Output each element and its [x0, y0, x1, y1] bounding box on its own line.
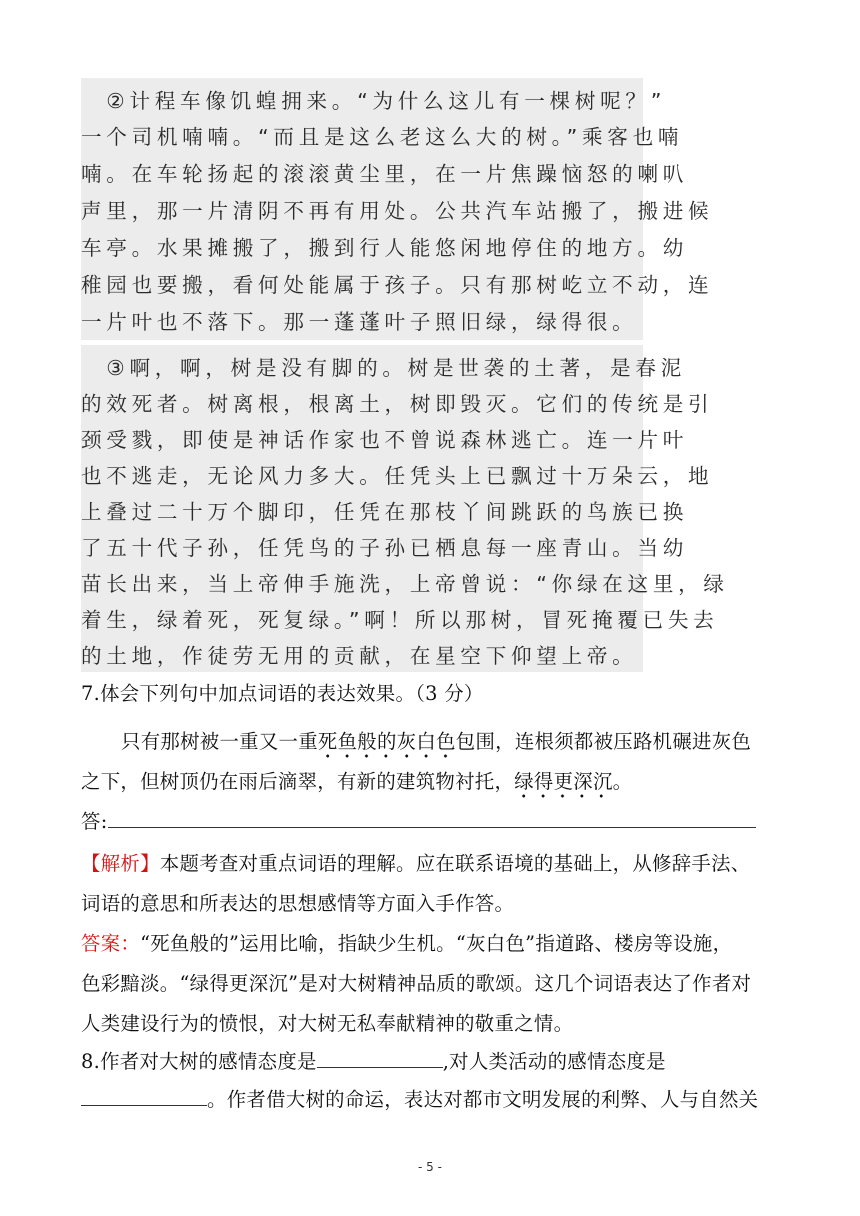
answer-tag: 答案： — [81, 932, 141, 955]
answer-blank[interactable] — [108, 809, 756, 828]
answer-line-1 — [81, 928, 732, 956]
passage-line: 车亭。水果摊搬了，搬到行人能悠闲地停住的地方。幼 — [81, 236, 689, 260]
question-8-line-2 — [81, 1084, 758, 1112]
emphasized-word-dead-fish: 死鱼般的 — [318, 730, 397, 759]
passage-line: 也不逃走，无论风力多大。任凭头上已飘过十万朵云，地 — [81, 464, 714, 488]
answer-line-3: 人类建设行为的愤恨，对大树无私奉献精神的敬重之情。 — [81, 1012, 574, 1035]
question-7-title: 7.体会下列句中加点词语的表达效果。（3 分） — [81, 682, 484, 705]
page-number: - 5 - — [418, 1160, 442, 1174]
sentence-text: 只有那树被一重又一重 — [121, 730, 318, 753]
question-text: 8.作者对大树的感情态度是 — [81, 1050, 317, 1073]
answer-line — [81, 806, 756, 834]
passage-line: 喃。在车轮扬起的滚滚黄尘里，在一片焦躁恼怒的喇叭 — [81, 162, 689, 186]
analysis-text: 本题考查对重点词语的理解。应在联系语境的基础上，从修辞手法、 — [159, 852, 751, 875]
answer-blank[interactable] — [317, 1049, 443, 1068]
passage-line: 稚园也要搬，看何处能属于孩子。只有那树屹立不动，连 — [81, 273, 714, 297]
sentence-text: 之下，但树顶仍在雨后滴翠，有新的建筑物衬托， — [81, 770, 515, 793]
passage-line: ③啊，啊，树是没有脚的。树是世袭的土著，是春泥 — [81, 356, 686, 380]
passage-line: 一片叶也不落下。那一蓬蓬叶子照旧绿，绿得很。 — [81, 310, 638, 334]
question-7-sentence — [121, 726, 751, 754]
passage-line: 苗长出来，当上帝伸手施洗，上帝曾说：“你绿在这里，绿 — [81, 572, 729, 596]
question-text: ,对人类活动的感情态度是 — [442, 1050, 666, 1073]
question-8-line-1 — [81, 1046, 666, 1074]
passage-line: 上叠过二十万个脚印，任凭在那枝丫间跳跃的鸟族已换 — [81, 500, 689, 524]
passage-paragraph-3 — [81, 345, 729, 672]
sentence-text: 包围，连根须都被压路机碾进灰色 — [455, 730, 752, 753]
answer-line-2: 色彩黯淡。“绿得更深沉”是对大树精神品质的歌颂。这几个词语表达了作者对 — [81, 972, 752, 995]
emphasized-word-deeper-green: 绿得更深沉 — [514, 770, 612, 799]
passage-line: 了五十代子孙，任凭鸟的子孙已栖息每一座青山。当幼 — [81, 536, 689, 560]
passage-line: 声里，那一片清阴不再有用处。公共汽车站搬了，搬进候 — [81, 199, 714, 223]
question-7-sentence-cont — [81, 766, 632, 794]
passage-line: 的土地，作徒劳无用的贡献，在星空下仰望上帝。 — [81, 644, 638, 668]
answer-blank[interactable] — [81, 1087, 207, 1106]
sentence-text: 。 — [612, 770, 633, 793]
answer-label: 答: — [81, 810, 108, 833]
answer-text: “死鱼般的”运用比喻，指缺少生机。“灰白色”指道路、楼房等设施， — [140, 932, 733, 955]
passage-line: 颈受戮，即使是神话作家也不曾说森林逃亡。连一片叶 — [81, 428, 689, 452]
analysis-tag: 【解析】 — [81, 852, 160, 875]
passage-line: 的效死者。树离根，根离土，树即毁灭。它们的传统是引 — [81, 392, 714, 416]
analysis-line-1 — [81, 848, 750, 876]
question-text: 。作者借大树的命运，表达对都市文明发展的利弊、人与自然关 — [207, 1088, 759, 1111]
emphasized-word-gray-white: 灰白色 — [397, 730, 456, 759]
passage-line: 一个司机喃喃。“而且是这么老这么大的树。”乘客也喃 — [81, 125, 684, 149]
passage-paragraph-2 — [81, 78, 714, 340]
passage-line: ②计程车像饥蝗拥来。“为什么这儿有一棵树呢？” — [81, 89, 667, 113]
passage-line: 着生，绿着死，死复绿。”啊！所以那树，冒死掩覆已失去 — [81, 608, 719, 632]
analysis-line-2: 词语的意思和所表达的思想感情等方面入手作答。 — [81, 892, 515, 915]
